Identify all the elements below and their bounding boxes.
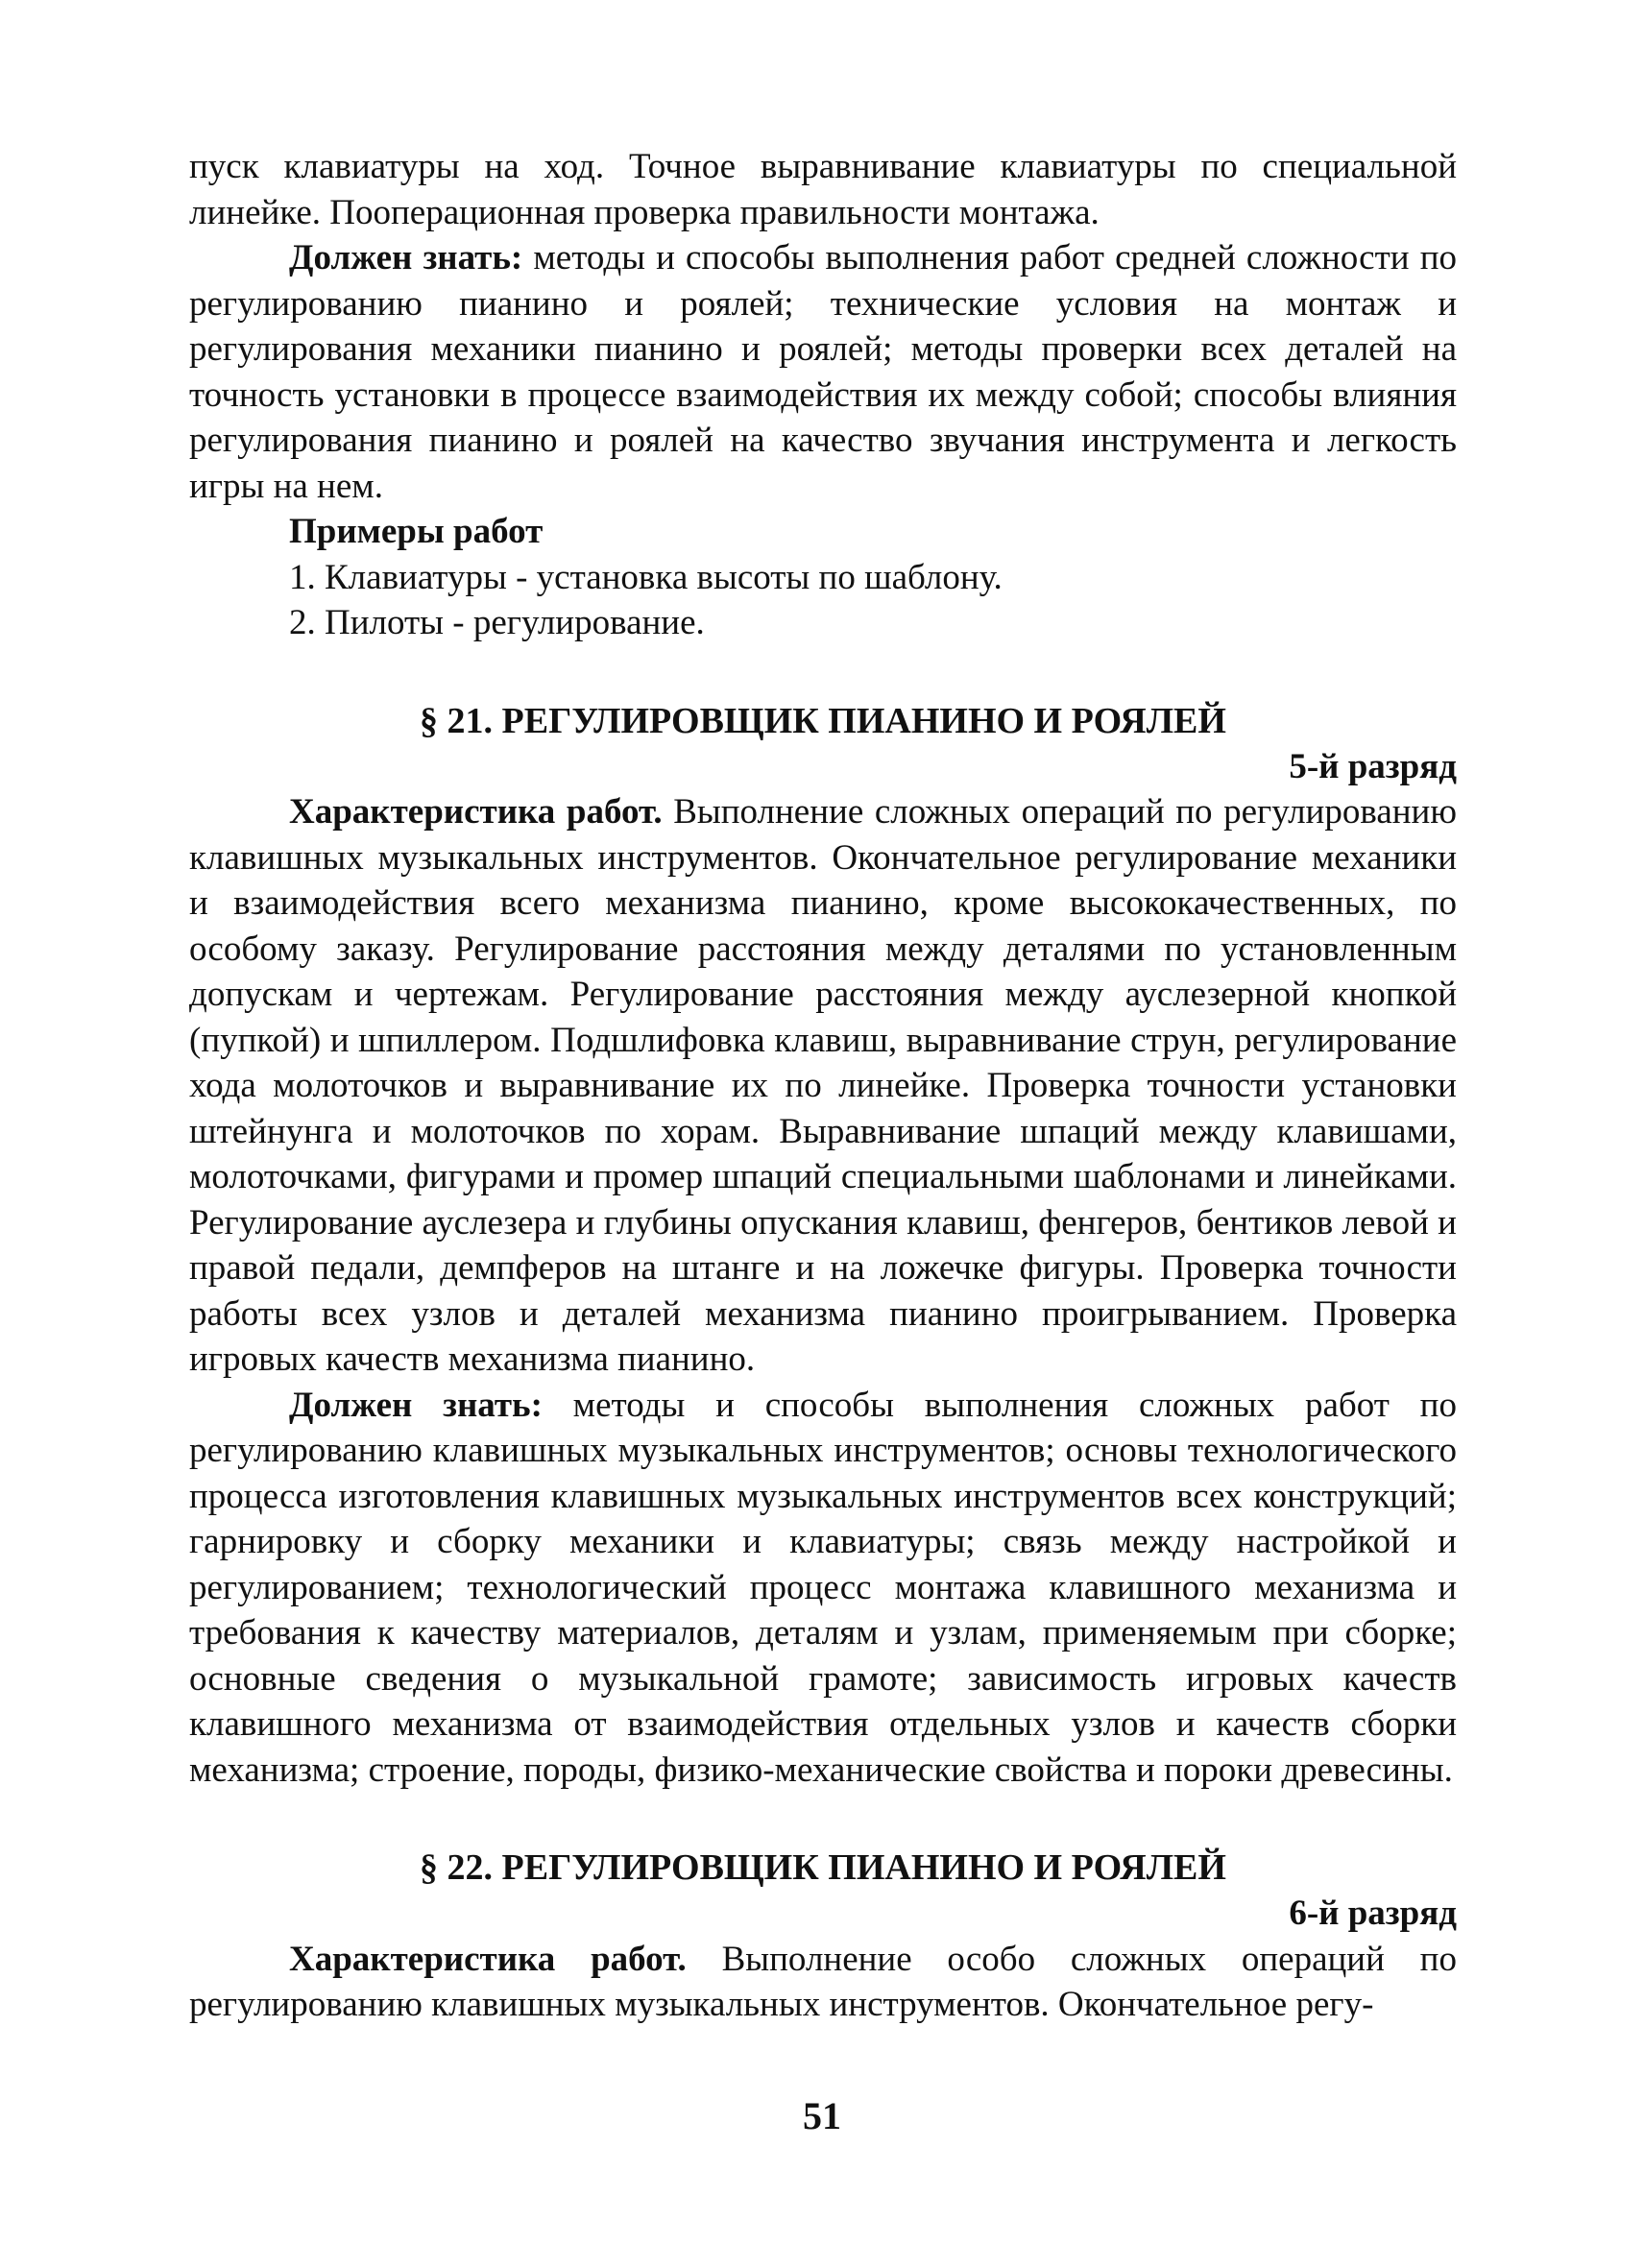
examples-heading: Примеры работ	[289, 512, 544, 551]
characteristics-label: Характеристика работ.	[289, 1939, 687, 1979]
characteristics-paragraph-22	[189, 1937, 1457, 2028]
example-item: 1. Клавиатуры - установка высоты по шаблону.	[289, 557, 1003, 597]
grade-label-21: 5-й разряд	[1289, 746, 1457, 786]
section-title-22: § 22. РЕГУЛИРОВЩИК ПИАНИНО И РОЯЛЕЙ	[420, 1847, 1226, 1888]
characteristics-label: Характеристика работ.	[289, 792, 663, 832]
knowledge-label: Должен знать:	[289, 1385, 543, 1425]
knowledge-text: методы и способы выполнения сложных работ по регулированию клавишных музыкальных инструментов; основы технологического процесса изготовления клавишных музыкальных инструментов всех конструкций; гарнировку и сборку механики и клавиатуры; связь между настройкой и регулированием; технологический процесс монтажа клавишного механизма и требования к качеству материалов, деталям и узлам, применяемым при сборке; основные сведения о музыкальной грамоте; зависимость игровых качеств клавишного механизма от взаимодействия отдельных узлов и качеств сборки механизма; строение, породы, физико-механические свойства и пороки древесины.	[189, 1385, 1457, 1790]
grade-label-22: 6-й разряд	[1289, 1894, 1457, 1933]
knowledge-label: Должен знать:	[289, 238, 523, 277]
characteristics-text: Выполнение сложных операций по регулированию клавишных музыкальных инструментов. Окончательное регулирование механики и взаимодействия всего механизма пианино, кроме высококачественных, по особому заказу. Регулирование расстояния между деталями по установленным допускам и чертежам. Регулирование расстояния между ауслезерной кнопкой (пупкой) и шпиллером. Подшлифовка клавиш, выравнивание струн, регулирование хода молоточков и выравнивание их по линейке. Проверка точности установки штейнунга и молоточков по хорам. Выравнивание шпаций между клавишами, молоточками, фигурами и промер шпаций специальными шаблонами и линейками. Регулирование ауслезера и глубины опускания клавиш, фенгеров, бентиков левой и правой педали, демпферов на штанге и на ложечке фигуры. Проверка точности работы всех узлов и деталей механизма пианино проигрыванием. Проверка игровых качеств механизма пианино.	[189, 792, 1457, 1379]
characteristics-text: Выполнение особо сложных операций по регулированию клавишных музыкальных инструментов. Окончательное регу-	[189, 1939, 1457, 2024]
example-item: 2. Пилоты - регулирование.	[289, 603, 705, 642]
knowledge-text: методы и способы выполнения работ средней сложности по регулированию пианино и роялей; технические условия на монтаж и регулирования механики пианино и роялей; методы проверки всех деталей на точность установки в процессе взаимодействия их между собой; способы влияния регулирования пианино и роялей на качество звучания инструмента и легкость игры на нем.	[189, 238, 1457, 506]
intro-paragraph	[189, 144, 1457, 235]
intro-text: пуск клавиатуры на ход. Точное выравнивание клавиатуры по специальной линейке. Пооперационная проверка правильности монтажа.	[189, 147, 1457, 232]
page-number: 51	[803, 2094, 841, 2137]
knowledge-paragraph-21	[189, 1383, 1457, 1794]
characteristics-paragraph-21	[189, 789, 1457, 1383]
document-page	[189, 144, 1457, 2028]
section-title-21: § 21. РЕГУЛИРОВЩИК ПИАНИНО И РОЯЛЕЙ	[420, 700, 1226, 741]
knowledge-paragraph-20	[189, 235, 1457, 509]
